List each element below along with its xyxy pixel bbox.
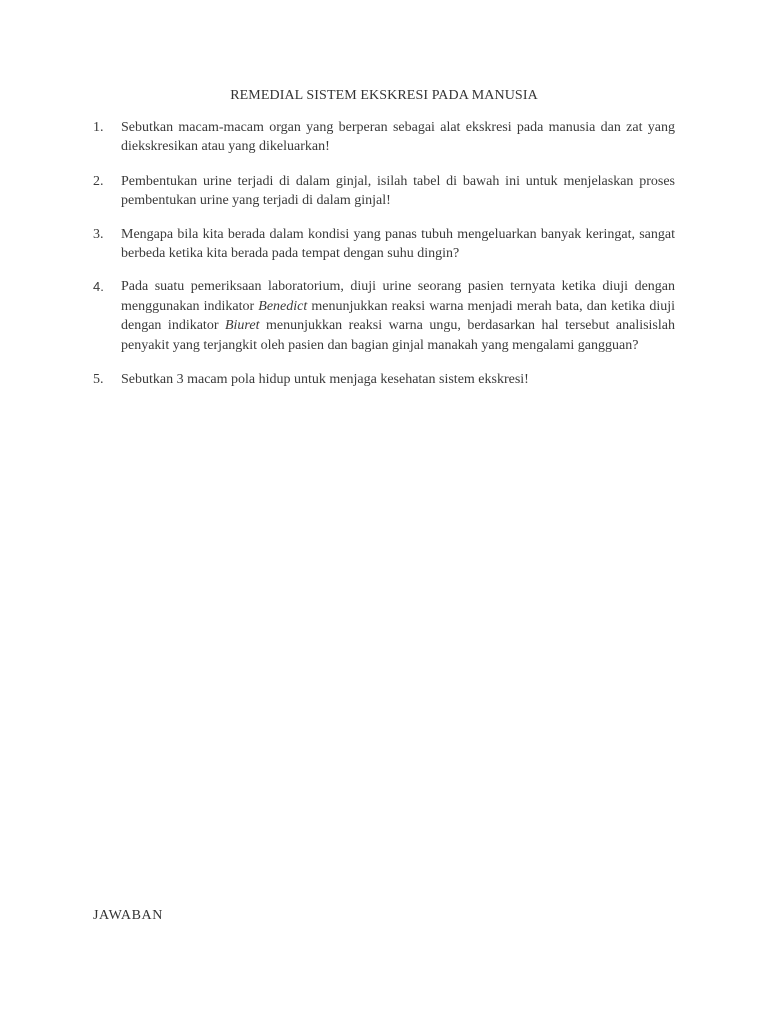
question-item-3 <box>93 225 675 264</box>
question-number-4: 4. <box>93 279 104 295</box>
question-text-1: Sebutkan macam-macam organ yang berperan sebagai alat ekskresi pada manusia dan zat yang diekskresikan atau yang dikeluarkan! <box>121 120 675 155</box>
question-item-4 <box>93 277 675 355</box>
question-item-5 <box>93 370 675 389</box>
document-title: REMEDIAL SISTEM EKSKRESI PADA MANUSIA <box>230 88 538 103</box>
question-item-2 <box>93 172 675 211</box>
question-text-3: Mengapa bila kita berada dalam kondisi yang panas tubuh mengeluarkan banyak keringat, sangat berbeda ketika kita berada pada tempat dengan suhu dingin? <box>121 226 675 262</box>
indicator-term-biuret: Biuret <box>224 318 260 334</box>
question-text-5: Sebutkan 3 macam pola hidup untuk menjaga kesehatan sistem ekskresi! <box>121 372 529 388</box>
question-item-1 <box>93 118 675 157</box>
question-text-4-part3: menunjukkan reaksi warna ungu, berdasarkan hal tersebut analisislah penyakit yang terjangkit oleh pasien dan bagian ginjal manakah yang mengalami gangguan? <box>121 318 675 353</box>
question-number-3: 3. <box>93 226 104 242</box>
question-text-4 <box>121 277 675 355</box>
question-text-4-part1: Pada suatu pemeriksaan laboratorium, diuji urine seorang pasien ternyata ketika diuji dengan menggunakan indikator <box>121 279 675 314</box>
question-list <box>93 118 675 389</box>
question-text-2: Pembentukan urine terjadi di dalam ginjal, isilah tabel di bawah ini untuk menjelaskan proses pembentukan urine yang terjadi di dalam ginjal! <box>121 173 675 209</box>
indicator-term-benedict: Benedict <box>258 298 308 314</box>
question-number-1: 1. <box>93 120 104 135</box>
question-text-4-part2: menunjukkan reaksi warna menjadi merah bata, dan ketika diuji dengan indikator <box>121 298 675 334</box>
question-number-2: 2. <box>93 173 104 189</box>
answer-label: JAWABAN <box>93 908 163 923</box>
question-number-5: 5. <box>93 372 104 388</box>
